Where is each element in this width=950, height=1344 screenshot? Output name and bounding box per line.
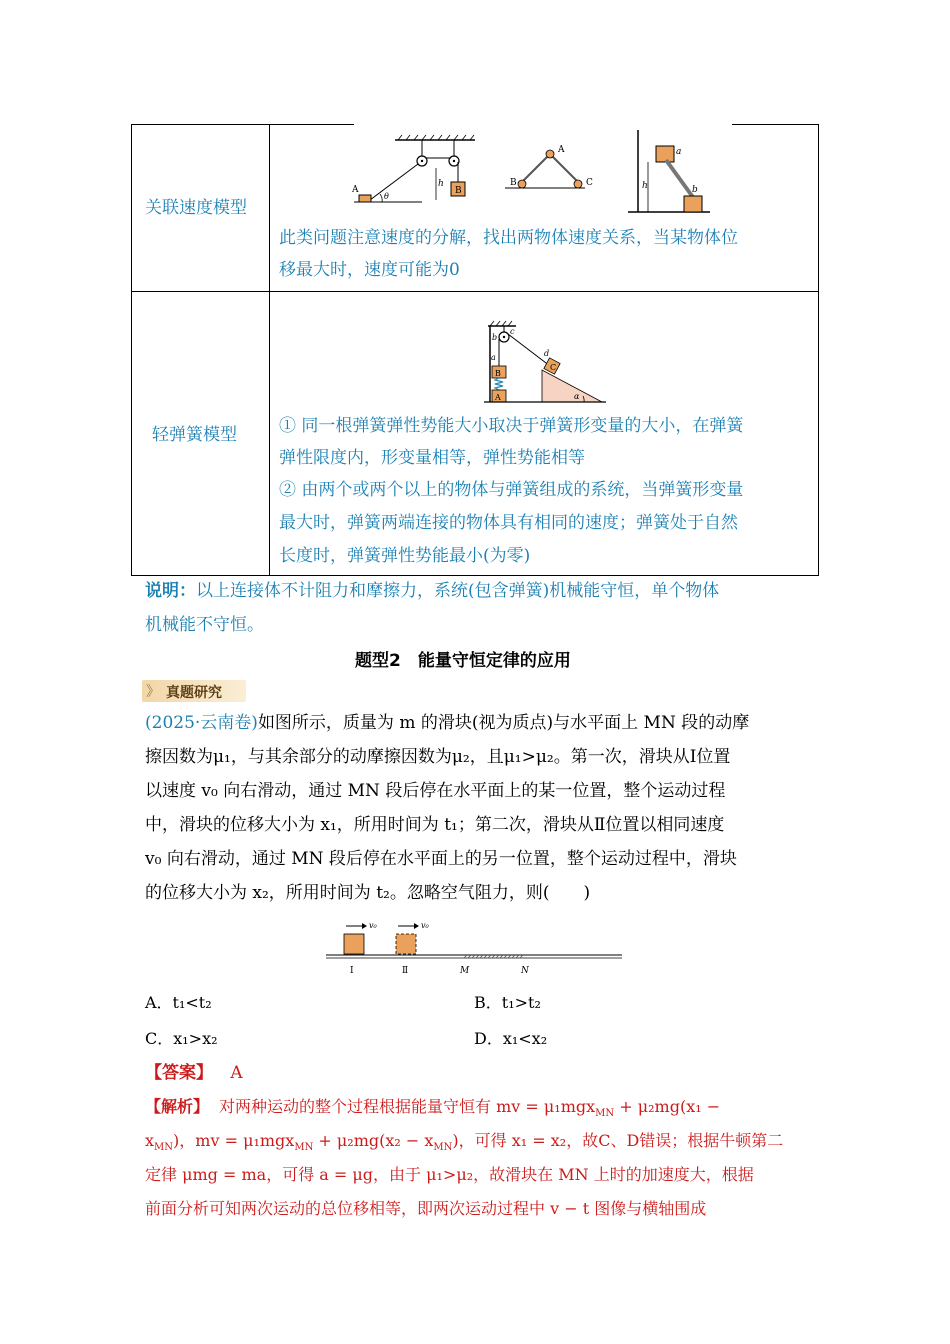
row1-text-line1: 此类问题注意速度的分解，找出两物体速度关系，当某物体位 bbox=[279, 228, 738, 248]
label-position-II: Ⅱ bbox=[402, 966, 409, 976]
table-top-border-right bbox=[732, 124, 819, 125]
row1-figures bbox=[350, 130, 698, 220]
spring-figure bbox=[480, 318, 610, 404]
analysis-label: 【解析】 bbox=[145, 1097, 210, 1116]
analysis-sub2: MN bbox=[154, 1142, 174, 1154]
analysis-text-line2b: )，mv = μ₁mgx bbox=[173, 1131, 295, 1150]
analysis-text-line2c: + μ₂mg(x₂ − x bbox=[313, 1131, 434, 1150]
label-theta: θ bbox=[384, 192, 389, 201]
analysis-sub1: MN bbox=[595, 1108, 615, 1120]
row2-label: 轻弹簧模型 bbox=[152, 425, 237, 445]
slider-figure bbox=[326, 914, 622, 978]
option-B[interactable]: B．t₁>t₂ bbox=[474, 993, 541, 1012]
row2-line5: 长度时，弹簧弹性势能最小(为零) bbox=[279, 546, 531, 566]
row1-label: 关联速度模型 bbox=[145, 198, 247, 218]
analysis-text-line1a: 对两种运动的整个过程根据能量守恒有 mv = μ₁mgx bbox=[219, 1097, 596, 1116]
label-B2: B bbox=[510, 178, 517, 188]
label-A3: A bbox=[495, 393, 501, 402]
option-D[interactable]: D．x₁<x₂ bbox=[474, 1029, 548, 1048]
label-h: h bbox=[438, 179, 444, 189]
rod-triangle-figure bbox=[505, 145, 593, 188]
label-a: a bbox=[676, 147, 682, 157]
label-B: B bbox=[455, 186, 462, 196]
analysis-line4: 前面分析可知两次运动的总位移相等，即两次运动过程中 v − t 图像与横轴围成 bbox=[145, 1199, 707, 1218]
analysis-line3: 定律 μmg = ma，可得 a = μg，由于 μ₁>μ₂，故滑块在 MN 上时的加速度大，根据 bbox=[145, 1165, 754, 1184]
question-line5: v₀ 向右滑动，通过 MN 段后停在水平面上的另一位置，整个运动过程中，滑块 bbox=[145, 849, 737, 869]
label-A2: A bbox=[558, 145, 565, 155]
note-line2: 机械能不守恒。 bbox=[145, 615, 264, 635]
label-A: A bbox=[352, 185, 359, 195]
label-N: N bbox=[521, 966, 529, 976]
label-C3: C bbox=[550, 363, 557, 372]
note-prefix: 说明： bbox=[145, 581, 196, 601]
analysis-sub4: MN bbox=[433, 1142, 453, 1154]
row2-line1: ① 同一根弹簧弹性势能大小取决于弹簧形变量的大小，在弹簧 bbox=[279, 416, 744, 436]
note-text-line1: 以上连接体不计阻力和摩擦力，系统(包含弹簧)机械能守恒，单个物体 bbox=[196, 581, 720, 601]
question-line3: 以速度 v₀ 向右滑动，通过 MN 段后停在水平面上的某一位置，整个运动过程 bbox=[145, 781, 726, 801]
label-h3: h bbox=[642, 181, 648, 191]
table-left-border bbox=[131, 124, 132, 576]
row2-line4: 最大时，弹簧两端连接的物体具有相同的速度；弹簧处于自然 bbox=[279, 513, 738, 533]
analysis-text-line1b: + μ₂mg(x₁ − bbox=[614, 1097, 721, 1116]
table-row-divider bbox=[131, 291, 819, 292]
question-line6: 的位移大小为 x₂，所用时间为 t₂。忽略空气阻力，则( ) bbox=[145, 883, 591, 903]
badge-label: 真题研究 bbox=[166, 685, 222, 701]
analysis-sub3: MN bbox=[294, 1142, 314, 1154]
note-line1 bbox=[145, 574, 810, 608]
label-M: M bbox=[460, 966, 470, 976]
label-c: c bbox=[510, 327, 515, 336]
label-B3: B bbox=[495, 369, 501, 378]
table-column-divider bbox=[269, 124, 270, 576]
table-right-border bbox=[818, 124, 819, 576]
label-position-I: Ⅰ bbox=[350, 966, 354, 976]
table-top-border-left bbox=[131, 124, 354, 125]
row2-line3: ② 由两个或两个以上的物体与弹簧组成的系统，当弹簧形变量 bbox=[279, 480, 744, 500]
question-line2: 擦因数为μ₁，与其余部分的动摩擦因数为μ₂，且μ₁>μ₂。第一次，滑块从Ⅰ位置 bbox=[145, 747, 731, 767]
option-A[interactable]: A．t₁<t₂ bbox=[145, 993, 212, 1012]
label-d: d bbox=[544, 349, 550, 358]
analysis-text-line2d: )，可得 x₁ = x₂，故C、D错误；根据牛顿第二 bbox=[452, 1131, 784, 1150]
option-C[interactable]: C．x₁>x₂ bbox=[145, 1029, 218, 1048]
label-v0-1: v₀ bbox=[369, 921, 377, 930]
analysis-text-line2a: x bbox=[145, 1131, 155, 1150]
question-text-line1: 如图所示，质量为 m 的滑块(视为质点)与水平面上 MN 段的动摩 bbox=[257, 713, 750, 733]
label-alpha: α bbox=[574, 392, 580, 401]
label-a2: a bbox=[491, 353, 496, 362]
pulley-figure bbox=[351, 135, 475, 202]
label-C2: C bbox=[586, 178, 593, 188]
question-source: (2025·云南卷) bbox=[145, 713, 258, 733]
label-b2: b bbox=[492, 333, 498, 342]
label-b: b bbox=[692, 185, 698, 195]
question-line1 bbox=[145, 706, 810, 740]
answer-line bbox=[145, 1058, 243, 1083]
row2-line2: 弹性限度内，形变量相等，弹性势能相等 bbox=[279, 448, 585, 468]
question-line4: 中，滑块的位移大小为 x₁，所用时间为 t₁；第二次，滑块从Ⅱ位置以相同速度 bbox=[145, 815, 725, 835]
answer-value: A bbox=[230, 1063, 243, 1083]
badge bbox=[142, 680, 246, 702]
row1-text-line2: 移最大时，速度可能为0 bbox=[279, 260, 460, 280]
label-v0-2: v₀ bbox=[421, 921, 429, 930]
section-title: 题型2 能量守恒定律的应用 bbox=[355, 651, 571, 671]
badge-chevron-icon: 》 bbox=[146, 684, 160, 700]
answer-label: 【答案】 bbox=[145, 1063, 213, 1083]
